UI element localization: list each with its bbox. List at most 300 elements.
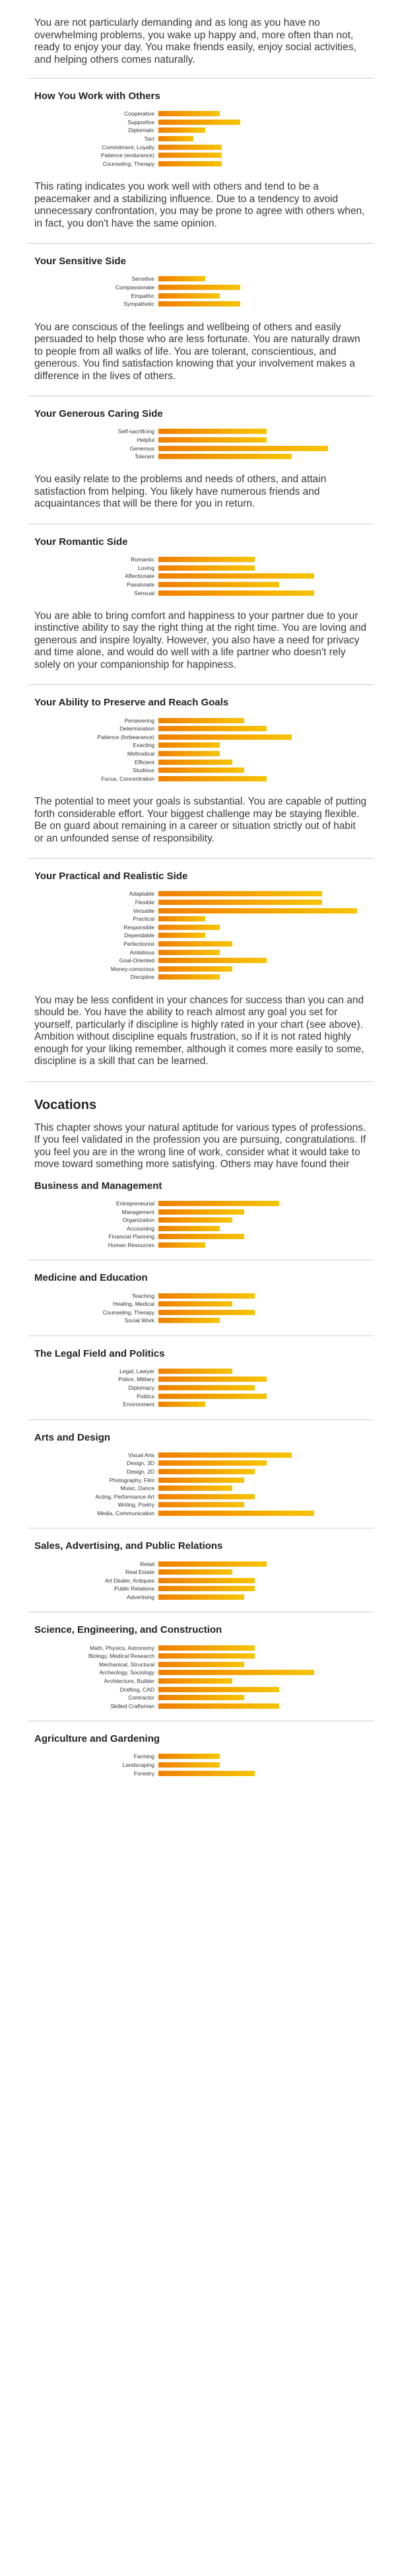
- bar: [158, 1771, 255, 1776]
- bar: [158, 1662, 244, 1667]
- bar-track: [158, 111, 367, 116]
- bar-track: [158, 293, 367, 299]
- bar-row: [34, 716, 367, 725]
- bar-label: Empathic: [131, 292, 154, 299]
- bar-track: [158, 120, 367, 125]
- spacer: [34, 396, 367, 408]
- section-title: How You Work with Others: [34, 90, 160, 102]
- section-title: Your Sensitive Side: [34, 256, 126, 268]
- bar-label: Visual Arts: [127, 1451, 154, 1458]
- bar-track: [158, 751, 367, 756]
- bar: [158, 120, 240, 125]
- bar-row: [34, 890, 367, 898]
- vocation-4-bar-chart: [34, 1559, 367, 1601]
- spacer: [34, 1721, 367, 1733]
- section-paragraph: This rating indicates you work well with others and tend to be a peacemaker and a stabilizing influence. Due to a tendency to avoid unnecessary confrontation, you may be prone to agree with others when, in fact, you don't have the same opinion.: [34, 181, 365, 229]
- vocation-group-title: Science, Engineering, and Construction: [34, 1624, 222, 1636]
- bar-row: [34, 452, 367, 461]
- bar-row: [34, 1468, 367, 1476]
- bar: [158, 1687, 279, 1692]
- bar-track: [158, 908, 367, 913]
- bar: [158, 276, 205, 281]
- bar-label: Diplomacy: [128, 1384, 154, 1392]
- bar-track: [158, 573, 367, 579]
- bar-row: [34, 126, 367, 135]
- spacer: [34, 1249, 367, 1260]
- vocations-title: Vocations: [34, 1097, 97, 1112]
- bar-label: Commitment, Loyalty: [102, 143, 154, 151]
- bar-label: Adaptable: [129, 890, 154, 898]
- bar: [158, 153, 222, 158]
- bar-row: [34, 766, 367, 775]
- bar-label: Cooperative: [124, 110, 154, 118]
- bar: [158, 1242, 205, 1248]
- bar: [158, 726, 267, 731]
- bar-track: [158, 718, 367, 723]
- spacer: [34, 1068, 367, 1081]
- bar-row: [34, 1643, 367, 1652]
- spacer: [34, 419, 367, 427]
- bar-label: Farming: [133, 1753, 154, 1760]
- bar-label: Photography, Film: [109, 1476, 154, 1484]
- bar-label: Architecture, Builder: [104, 1677, 154, 1684]
- spacer: [34, 685, 367, 697]
- bar-label: Methodical: [127, 750, 154, 758]
- bar-track: [158, 1460, 367, 1466]
- spacer: [34, 1420, 367, 1432]
- bar: [158, 429, 267, 434]
- spacer: [34, 308, 367, 322]
- bar-row: [34, 1216, 367, 1225]
- spacer: [34, 1192, 367, 1199]
- bar-label: Acting, Performance Art: [95, 1493, 154, 1500]
- bar: [158, 950, 220, 955]
- bar-row: [34, 1568, 367, 1577]
- spacer: [34, 244, 367, 256]
- bar: [158, 1594, 244, 1600]
- spacer: [34, 1443, 367, 1451]
- bar-track: [158, 1569, 367, 1575]
- bar-track: [158, 1502, 367, 1507]
- bar-track: [158, 565, 367, 571]
- bar-track: [158, 1586, 367, 1591]
- bar: [158, 557, 255, 562]
- spacer: [34, 267, 367, 275]
- bar-label: Public Relations: [114, 1585, 154, 1592]
- bar: [158, 454, 292, 459]
- bar: [158, 1569, 232, 1575]
- bar-row: [34, 300, 367, 308]
- bar-row: [34, 1484, 367, 1493]
- bar-track: [158, 590, 367, 596]
- bar: [158, 734, 292, 740]
- section-paragraph: You easily relate to the problems and needs of others, and attain satisfaction from helping. You likely have numerous friends and acquaintances that will be there for you in return.: [34, 474, 327, 510]
- bar-label: Studious: [132, 767, 154, 774]
- bar-label: Counseling, Therapy: [102, 160, 154, 167]
- bar-track: [158, 1234, 367, 1239]
- spacer: [34, 1710, 367, 1721]
- bar: [158, 958, 267, 963]
- bar-label: Self-sacrificing: [117, 428, 154, 435]
- bar: [158, 941, 232, 947]
- bar-track: [158, 1771, 367, 1776]
- bar-row: [34, 1459, 367, 1468]
- bar-label: Design, 3D: [126, 1460, 154, 1467]
- bar: [158, 916, 205, 921]
- bar: [158, 1653, 255, 1659]
- bar-track: [158, 1485, 367, 1491]
- bar-label: Discipline: [130, 974, 154, 981]
- bar: [158, 1226, 220, 1231]
- bar: [158, 573, 314, 579]
- bar-row: [34, 931, 367, 940]
- bar-row: [34, 915, 367, 923]
- bar-track: [158, 933, 367, 938]
- vocation-group-title: Agriculture and Gardening: [34, 1733, 160, 1745]
- bar-row: [34, 1233, 367, 1241]
- bar-row: [34, 1585, 367, 1593]
- bar-track: [158, 1578, 367, 1583]
- bar-track: [158, 127, 367, 133]
- bar-label: Media, Communication: [97, 1510, 154, 1517]
- bar-row: [34, 555, 367, 564]
- bar-track: [158, 941, 367, 947]
- spacer: [34, 859, 367, 871]
- bar-label: Exacting: [133, 742, 154, 749]
- bar-row: [34, 151, 367, 160]
- bar: [158, 776, 267, 781]
- bar: [158, 933, 205, 938]
- bar: [158, 1645, 255, 1651]
- bar-row: [34, 1701, 367, 1710]
- bar-label: Human Resources: [108, 1241, 154, 1248]
- spacer: [34, 1601, 367, 1612]
- bar-track: [158, 557, 367, 562]
- vocation-3-bar-chart: [34, 1451, 367, 1518]
- bar-row: [34, 1752, 367, 1761]
- bar-row: [34, 940, 367, 948]
- section-title: Your Romantic Side: [34, 536, 128, 548]
- section-paragraph: The potential to meet your goals is substantial. You are capable of putting forth considerable effort. Your biggest challenge may be staying flexible. Be on guard about remaining in a career or situation strictly out of habit or an unfounded sense of responsibility.: [34, 796, 367, 844]
- spacer: [34, 382, 367, 396]
- bar-row: [34, 1476, 367, 1484]
- bar-track: [158, 925, 367, 930]
- spacer: [34, 524, 367, 536]
- intro-paragraph: You are not particularly demanding and as long as you have no overwhelming problems, you wake up happy and, more often than not, ready to enjoy your day. You make friends easily, enjoy social activities, and helping others comes naturally.: [34, 17, 356, 65]
- bar-track: [158, 760, 367, 765]
- bar-label: Loving: [137, 564, 154, 571]
- bar: [158, 1377, 267, 1382]
- vocations-paragraph: This chapter shows your natural aptitude for various types of professions. If you feel validated in the profession you are pursuing, congratulations. If you feel you are in the wrong line of work, consider what it would take to move toward something more satisfying. Others may have found their: [34, 1122, 366, 1170]
- bar: [158, 1369, 232, 1374]
- bar-label: Romantic: [131, 556, 154, 563]
- bar: [158, 718, 244, 723]
- bar-label: Passionate: [126, 581, 154, 588]
- bar-track: [158, 136, 367, 141]
- bar-row: [34, 283, 367, 292]
- bar-track: [158, 1645, 367, 1651]
- bar-label: Politics: [137, 1392, 154, 1400]
- bar: [158, 1293, 255, 1299]
- spacer: [34, 1517, 367, 1528]
- bar-row: [34, 118, 367, 127]
- vocation-1-bar-chart: [34, 1291, 367, 1324]
- bar-label: Math, Physics, Astronomy: [90, 1644, 154, 1651]
- bar: [158, 446, 328, 451]
- bar-label: Writing, Poetry: [117, 1501, 154, 1509]
- bar: [158, 1586, 255, 1591]
- vocation-group-title: The Legal Field and Politics: [34, 1347, 165, 1359]
- bar-row: [34, 956, 367, 965]
- bar: [158, 974, 220, 980]
- bar: [158, 768, 244, 773]
- bar-row: [34, 135, 367, 143]
- bar-row: [34, 1392, 367, 1400]
- spacer: [34, 1635, 367, 1643]
- bar: [158, 1318, 220, 1323]
- spacer: [34, 1283, 367, 1291]
- vocation-0-bar-chart: [34, 1199, 367, 1250]
- bar-row: [34, 898, 367, 907]
- bar-label: Retail: [140, 1560, 154, 1567]
- bar-row: [34, 1652, 367, 1661]
- spacer: [34, 548, 367, 555]
- bar-row: [34, 143, 367, 151]
- bar: [158, 1670, 314, 1675]
- vocation-2-bar-chart: [34, 1367, 367, 1409]
- bar-row: [34, 1660, 367, 1668]
- bar: [158, 1385, 255, 1390]
- bar-label: Determination: [119, 725, 154, 733]
- bar-label: Biology, Medical Research: [88, 1653, 154, 1660]
- bar-label: Archeology, Sociology: [99, 1669, 154, 1676]
- bar-track: [158, 1217, 367, 1223]
- bar: [158, 1511, 314, 1516]
- spacer: [34, 982, 367, 995]
- bar: [158, 145, 222, 150]
- vocation-6-bar-chart: [34, 1752, 367, 1777]
- section-title: Your Practical and Realistic Side: [34, 871, 188, 882]
- bar-track: [158, 768, 367, 773]
- bar-row: [34, 1207, 367, 1216]
- bar-row: [34, 1400, 367, 1409]
- bar-label: Patience (forbearance): [97, 733, 154, 740]
- bar-row: [34, 741, 367, 750]
- bar-track: [158, 582, 367, 587]
- bar-label: Focus, Concentration: [101, 775, 154, 782]
- section-title: Your Generous Caring Side: [34, 408, 163, 420]
- bar: [158, 1301, 232, 1306]
- bar-track: [158, 1695, 367, 1700]
- bar-label: Music, Dance: [120, 1485, 154, 1492]
- vocation-group-title: Arts and Design: [34, 1431, 111, 1443]
- bar-track: [158, 429, 367, 434]
- bar-track: [158, 950, 367, 955]
- spacer: [34, 79, 367, 90]
- section-paragraph: You are conscious of the feelings and wellbeing of others and easily persuaded to help those who are less fortunate. You are naturally drawn to people from all walks of life. You are tolerant, conscientious, and generous. You find satisfaction knowing that your involvement makes a difference in the lives of others.: [34, 321, 360, 382]
- bar: [158, 285, 240, 290]
- bar-row: [34, 1685, 367, 1694]
- bar: [158, 1485, 232, 1491]
- bar-track: [158, 958, 367, 963]
- bar-row: [34, 589, 367, 597]
- bar-row: [34, 1451, 367, 1460]
- bar-row: [34, 1375, 367, 1384]
- spacer: [34, 1171, 367, 1180]
- spacer: [34, 1359, 367, 1367]
- bar-row: [34, 948, 367, 956]
- bar-row: [34, 1300, 367, 1308]
- bar-label: Legal, Lawyer: [119, 1367, 154, 1375]
- bar-label: Diplomatic: [128, 127, 154, 134]
- bar-label: Real Estate: [125, 1569, 154, 1576]
- bar-row: [34, 1224, 367, 1233]
- bar-track: [158, 1402, 367, 1407]
- bar: [158, 1494, 255, 1499]
- bar-track: [158, 285, 367, 290]
- bar-label: Counseling, Therapy: [102, 1308, 154, 1316]
- bar-row: [34, 275, 367, 283]
- bar: [158, 742, 220, 748]
- bar-label: Financial Planning: [108, 1233, 154, 1240]
- bar-label: Environment: [123, 1401, 154, 1408]
- bar-track: [158, 1469, 367, 1474]
- bar: [158, 900, 322, 905]
- bar-row: [34, 1493, 367, 1501]
- spacer: [34, 671, 367, 684]
- bar: [158, 1754, 220, 1759]
- bar-row: [34, 973, 367, 982]
- bar: [158, 293, 220, 299]
- vocation-group-title: Medicine and Education: [34, 1272, 148, 1284]
- spacer: [34, 1082, 367, 1098]
- vocation-group-title: Business and Management: [34, 1180, 162, 1192]
- bar-track: [158, 145, 367, 150]
- bar-track: [158, 1754, 367, 1759]
- bar-label: Helpful: [137, 436, 154, 443]
- spacer: [34, 845, 367, 858]
- bar-track: [158, 1494, 367, 1499]
- bar: [158, 891, 322, 896]
- bar-track: [158, 446, 367, 451]
- bar-track: [158, 437, 367, 443]
- bar-track: [158, 1703, 367, 1709]
- bar-track: [158, 1670, 367, 1675]
- spacer: [34, 708, 367, 716]
- bar: [158, 1703, 279, 1709]
- bar-row: [34, 1199, 367, 1208]
- bar-track: [158, 734, 367, 740]
- bar-label: Art Dealer, Antiques: [104, 1577, 154, 1584]
- bar-track: [158, 1653, 367, 1659]
- bar-label: Healing, Medical: [113, 1301, 154, 1308]
- bar-row: [34, 1316, 367, 1325]
- spacer: [34, 102, 367, 110]
- bar-row: [34, 1241, 367, 1250]
- spacer: [34, 1113, 367, 1122]
- bar-label: Responsible: [123, 923, 154, 931]
- section-paragraph: You are able to bring comfort and happiness to your partner due to your instinctive ability to say the right thing at the right time. You are loving and generous and inspire loyalty. However, you also have a need for privacy and time alone, and would do well with a life partner who doesn't rely solely on your companionship for happiness.: [34, 610, 367, 670]
- bar-track: [158, 1511, 367, 1516]
- bar: [158, 582, 279, 587]
- bar-track: [158, 900, 367, 905]
- bar-label: Patience (endurance): [100, 152, 154, 159]
- section-5-bar-chart: [34, 890, 367, 982]
- bar-label: Design, 2D: [126, 1468, 154, 1476]
- bar: [158, 966, 232, 972]
- bar-row: [34, 1501, 367, 1509]
- bar-row: [34, 1308, 367, 1316]
- bar-label: Money-conscious: [110, 965, 154, 972]
- bar-row: [34, 1769, 367, 1777]
- bar-track: [158, 1385, 367, 1390]
- bar: [158, 1695, 244, 1700]
- bar-label: Social Work: [124, 1317, 154, 1324]
- bar-label: Generous: [129, 445, 154, 452]
- bar: [158, 1502, 244, 1507]
- bar-row: [34, 1694, 367, 1702]
- bar-label: Advertising: [126, 1593, 154, 1600]
- bar-row: [34, 1668, 367, 1677]
- bar-label: Drafting, CAD: [119, 1686, 154, 1693]
- spacer: [34, 882, 367, 890]
- bar-track: [158, 1394, 367, 1399]
- bar-track: [158, 1561, 367, 1567]
- bar: [158, 1217, 232, 1223]
- bar-row: [34, 1593, 367, 1602]
- bar-track: [158, 1318, 367, 1323]
- section-0-bar-chart: [34, 110, 367, 168]
- bar-row: [34, 1761, 367, 1770]
- bar-track: [158, 454, 367, 459]
- bar: [158, 161, 222, 166]
- bar: [158, 751, 220, 756]
- bar-label: Affectionate: [125, 573, 154, 580]
- bar: [158, 1678, 232, 1684]
- bar-track: [158, 974, 367, 980]
- bar-row: [34, 725, 367, 733]
- bar-row: [34, 444, 367, 452]
- bar-track: [158, 1678, 367, 1684]
- bar-row: [34, 1559, 367, 1568]
- section-title: Your Ability to Preserve and Reach Goals: [34, 697, 229, 709]
- bar-label: Efficient: [134, 758, 154, 766]
- bar-row: [34, 775, 367, 783]
- bar-row: [34, 110, 367, 118]
- bar: [158, 908, 357, 913]
- section-3-bar-chart: [34, 555, 367, 597]
- bar-track: [158, 1687, 367, 1692]
- bar-label: Accounting: [126, 1225, 154, 1232]
- bar-label: Compassionate: [115, 284, 154, 291]
- bar-track: [158, 1301, 367, 1306]
- bar: [158, 760, 232, 765]
- bar: [158, 1561, 267, 1567]
- bar-track: [158, 1594, 367, 1600]
- section-4-bar-chart: [34, 716, 367, 783]
- bar-label: Goal-Oriented: [119, 957, 154, 964]
- bar-label: Tolerant: [134, 453, 154, 460]
- spacer: [34, 597, 367, 610]
- bar-track: [158, 1662, 367, 1667]
- bar-row: [34, 160, 367, 168]
- bar-label: Supportive: [127, 118, 154, 125]
- bar-row: [34, 1384, 367, 1392]
- bar-track: [158, 1209, 367, 1215]
- bar-track: [158, 742, 367, 748]
- bar-label: Management: [121, 1208, 154, 1215]
- bar-row: [34, 750, 367, 758]
